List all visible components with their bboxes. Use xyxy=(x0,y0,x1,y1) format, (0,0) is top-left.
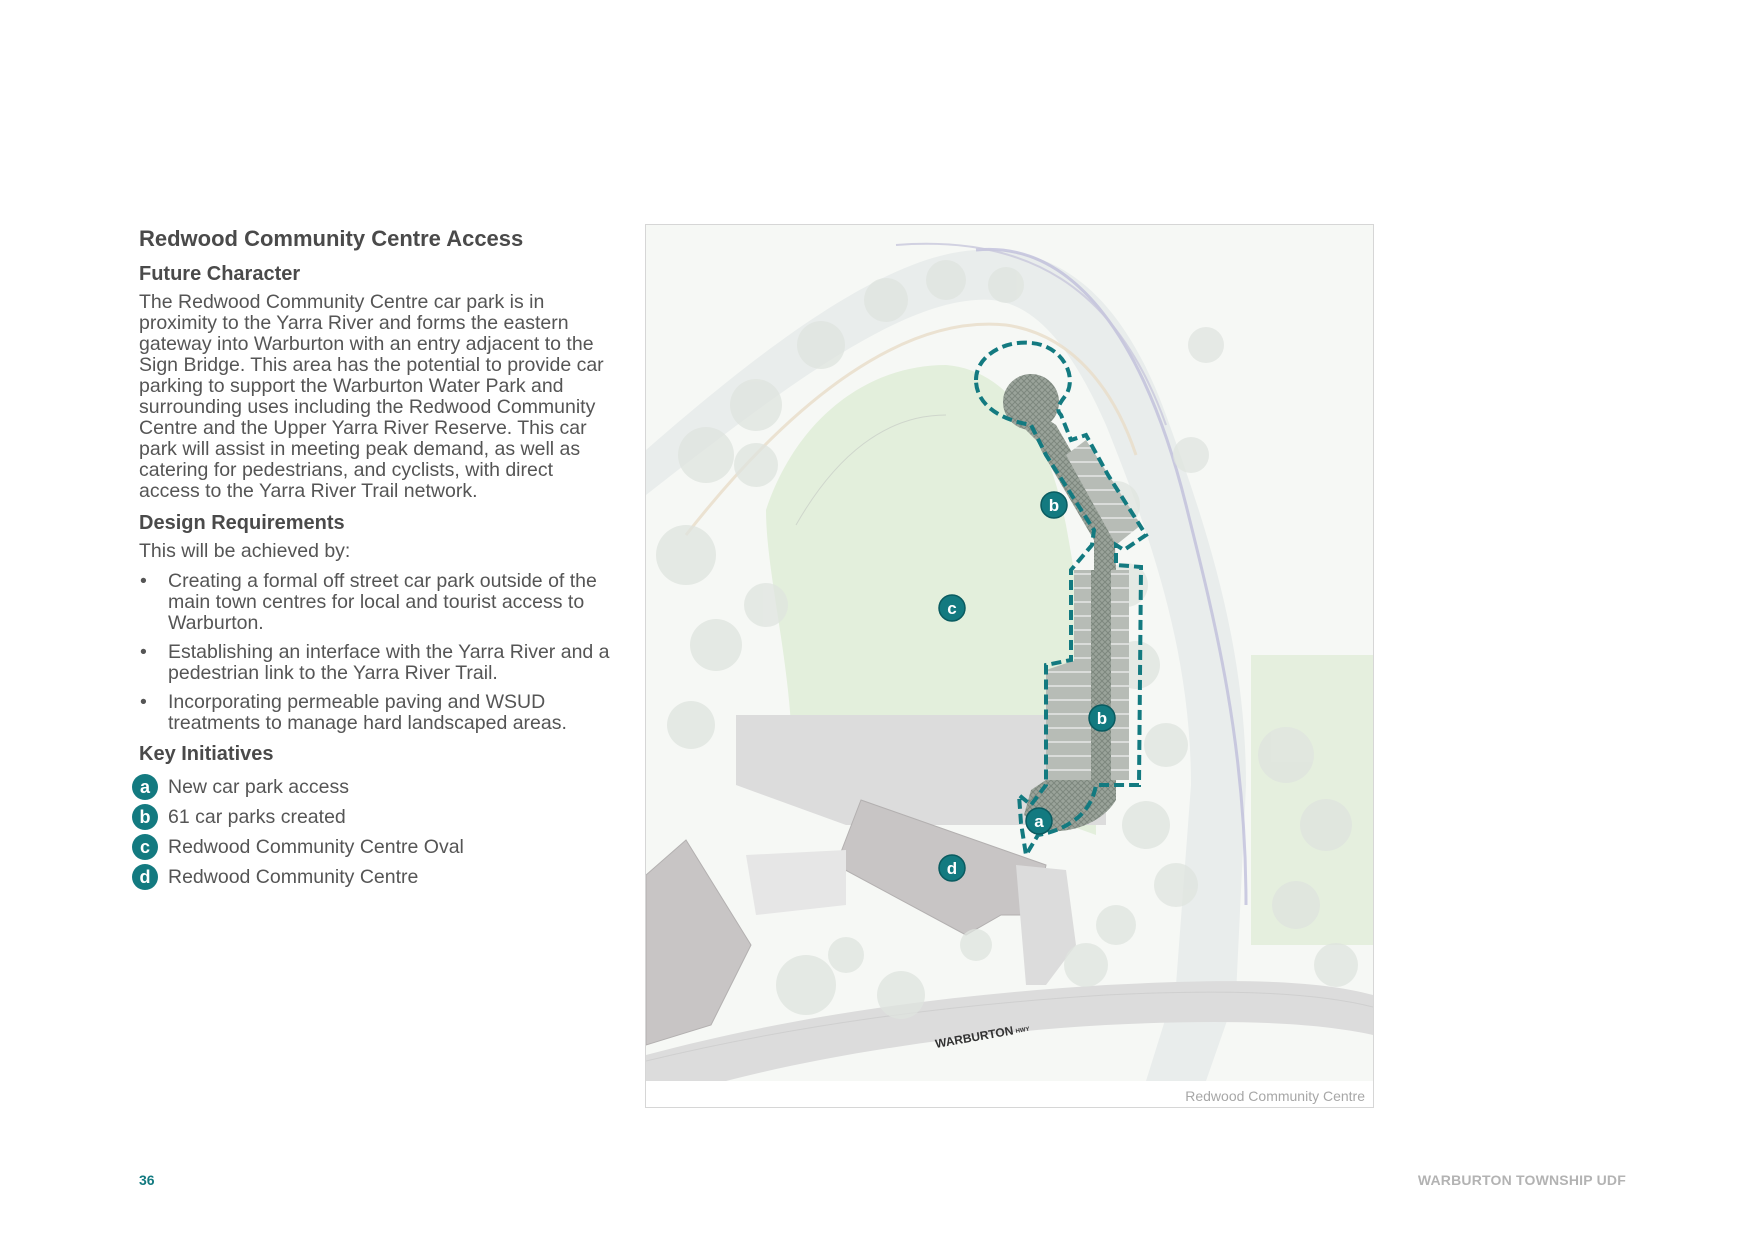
list-item: • Incorporating permeable paving and WSUD treatments to manage hard landscaped areas. xyxy=(140,691,567,734)
key-initiative-a: a New car park access xyxy=(139,772,619,802)
road-suffix-label: HWY xyxy=(1015,1026,1031,1035)
key-initiatives-heading: Key Initiatives xyxy=(139,743,274,765)
design-requirements-intro: This will be achieved by: xyxy=(139,540,351,562)
map-caption: Redwood Community Centre xyxy=(1185,1088,1365,1104)
site-map xyxy=(645,224,1374,1108)
bullet-icon: • xyxy=(140,691,147,713)
page-title: Redwood Community Centre Access xyxy=(139,226,524,251)
marker-a-badge: a xyxy=(132,774,158,800)
marker-a xyxy=(1026,808,1052,834)
key-initiative-d: d Redwood Community Centre xyxy=(139,862,619,892)
road-label: WARBURTON xyxy=(934,1023,1015,1051)
future-character-heading: Future Character xyxy=(139,263,301,285)
bullet-icon: • xyxy=(140,570,147,592)
marker-b-north xyxy=(1041,492,1067,518)
svg-text:d: d xyxy=(946,859,958,878)
marker-c xyxy=(939,595,965,621)
list-item: • Creating a formal off street car park outside of the main town centres for local and tourist access to Warburton. xyxy=(140,570,597,634)
page-number: 36 xyxy=(139,1172,155,1188)
marker-d xyxy=(939,855,965,881)
key-initiatives-list xyxy=(139,772,619,892)
key-initiative-b: b 61 car parks created xyxy=(139,802,619,832)
svg-text:b: b xyxy=(1048,496,1060,515)
bullet-icon: • xyxy=(140,641,147,663)
marker-b-south xyxy=(1089,705,1115,731)
site-map-drawing xyxy=(646,225,1373,1081)
marker-b-badge: b xyxy=(132,804,158,830)
svg-text:b: b xyxy=(1096,709,1108,728)
design-requirements-list xyxy=(139,571,619,734)
key-initiative-c: c Redwood Community Centre Oval xyxy=(139,832,619,862)
marker-c-badge: c xyxy=(132,834,158,860)
svg-text:c: c xyxy=(947,599,957,618)
text-column xyxy=(139,226,619,892)
document-title: WARBURTON TOWNSHIP UDF xyxy=(1417,1172,1626,1188)
design-requirements-heading: Design Requirements xyxy=(139,512,345,534)
future-character-text: The Redwood Community Centre car park is in proximity to the Yarra River and forms the eastern gateway into Warburton with an entry adjacent to the Sign Bridge. This area has the potential to provide car parking to support the Warburton Water Park and surrounding uses including the Redwood Community Centre and the Upper Yarra River Reserve. This car park will assist in meeting peak demand, as well as catering for pedestrians, and cyclists, with direct access to the Yarra River Trail network. xyxy=(139,291,604,502)
marker-d-badge: d xyxy=(132,864,158,890)
list-item: • Establishing an interface with the Yarra River and a pedestrian link to the Yarra River Trail. xyxy=(140,641,610,684)
svg-text:a: a xyxy=(1034,812,1044,831)
